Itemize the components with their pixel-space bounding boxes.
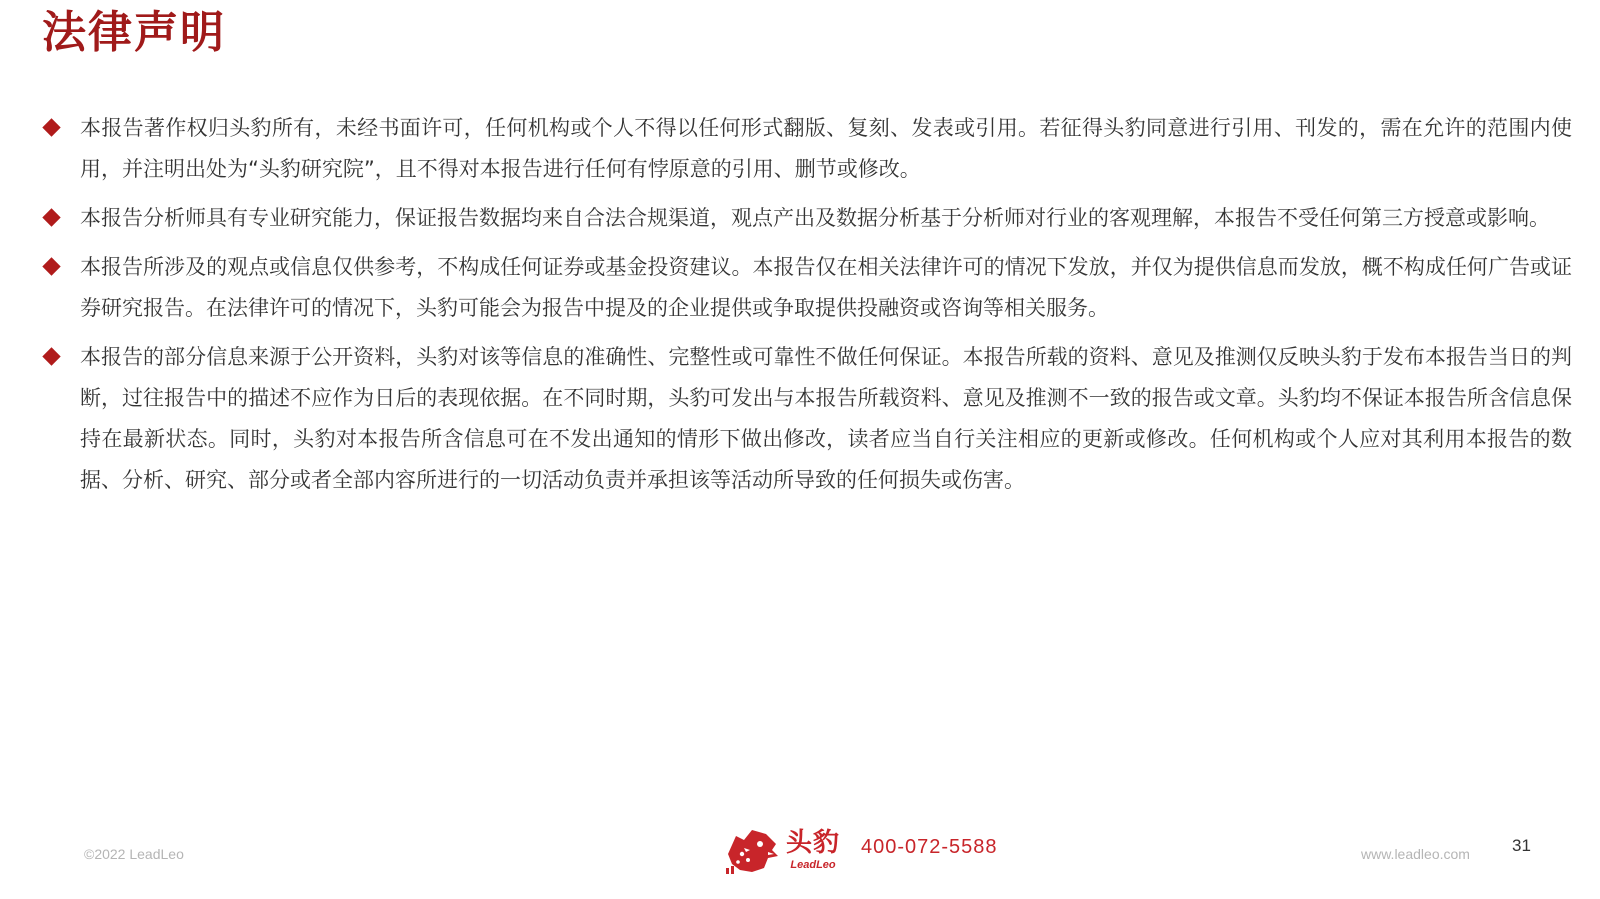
logo-wordmark [786,827,841,871]
diamond-bullet-icon [42,208,60,226]
statement-text: 本报告所涉及的观点或信息仅供参考，不构成任何证券或基金投资建议。本报告仅在相关法律许可的情况下发放，并仅为提供信息而发放，概不构成任何广告或证券研究报告。在法律许可的情况下，头豹可能会为报告中提及的企业提供或争取提供投融资或咨询等相关服务。 [80,255,1572,320]
logo-english-name: LeadLeo [790,858,836,871]
page-title: 法律声明 [42,7,226,58]
statement-item [42,337,1572,501]
footer-website-link[interactable]: www.leadleo.com [1361,846,1470,862]
footer-copyright: ©2022 LeadLeo [84,846,184,862]
diamond-bullet-icon [42,118,60,136]
statement-text: 本报告分析师具有专业研究能力，保证报告数据均来自合法合规渠道，观点产出及数据分析基于分析师对行业的客观理解，本报告不受任何第三方授意或影响。 [80,206,1550,230]
diamond-bullet-icon [42,257,60,275]
footer-logo [722,824,840,876]
diamond-bullet-icon [42,347,60,365]
page-number: 31 [1512,836,1531,855]
leopard-head-logo-icon [722,824,780,876]
statement-item [42,198,1572,239]
legal-statement-list [42,108,1572,509]
statement-text: 本报告的部分信息来源于公开资料，头豹对该等信息的准确性、完整性或可靠性不做任何保证。本报告所载的资料、意见及推测仅反映头豹于发布本报告当日的判断，过往报告中的描述不应作为日后的表现依据。在不同时期，头豹可发出与本报告所载资料、意见及推测不一致的报告或文章。头豹均不保证本报告所含信息保持在最新状态。同时，头豹对本报告所含信息可在不发出通知的情形下做出修改，读者应当自行关注相应的更新或修改。任何机构或个人应对其利用本报告的数据、分析、研究、部分或者全部内容所进行的一切活动负责并承担该等活动所导致的任何损失或伤害。 [80,345,1572,492]
statement-item [42,247,1572,329]
statement-text: 本报告著作权归头豹所有，未经书面许可，任何机构或个人不得以任何形式翻版、复刻、发表或引用。若征得头豹同意进行引用、刊发的，需在允许的范围内使用，并注明出处为“头豹研究院”，且不得对本报告进行任何有悖原意的引用、删节或修改。 [80,116,1572,181]
logo-chinese-name: 头豹 [786,827,841,858]
footer-phone: 400-072-5588 [861,836,998,858]
statement-item [42,108,1572,190]
